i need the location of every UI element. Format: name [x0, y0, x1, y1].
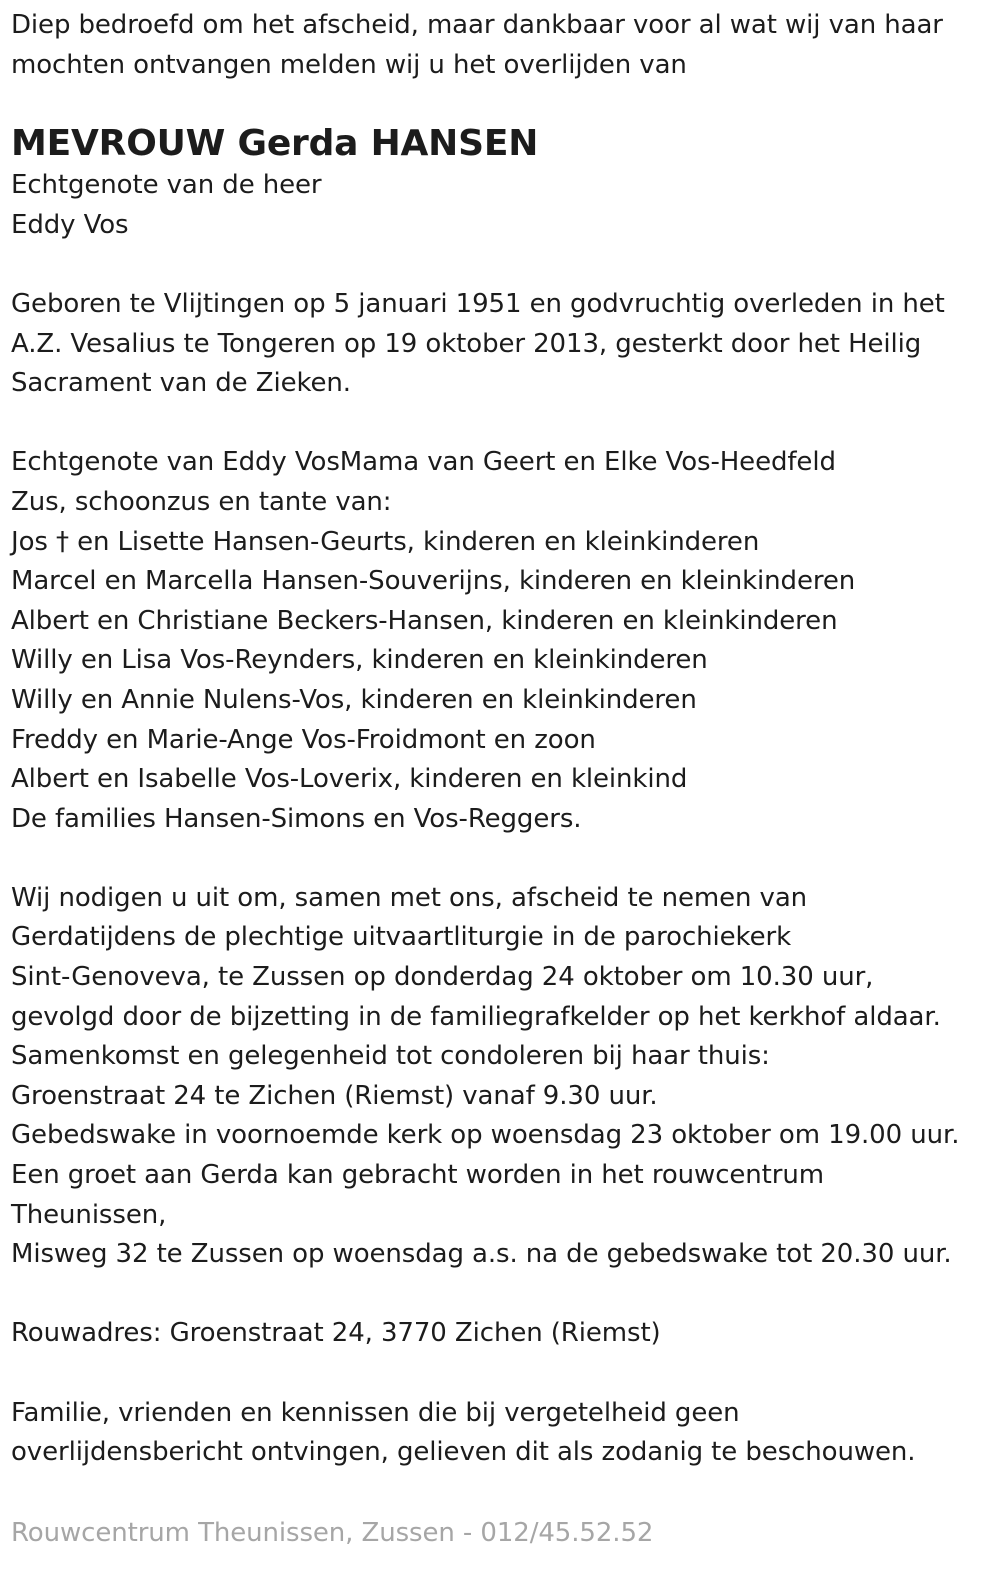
family-line: Marcel en Marcella Hansen-Souverijns, kinderen en kleinkinderen: [11, 566, 856, 597]
paragraph-spacer: [11, 839, 991, 879]
obituary-notice: [11, 6, 991, 1473]
family-line: Albert en Isabelle Vos-Loverix, kinderen en kleinkind: [11, 764, 688, 795]
birth-death-paragraph: [11, 285, 991, 404]
ceremony-line: Een groet aan Gerda kan gebracht worden in het rouwcentrum: [11, 1160, 824, 1191]
ceremony-line: gevolgd door de bijzetting in de familiegrafkelder op het kerkhof aldaar.: [11, 1001, 941, 1032]
spouse-paragraph: [11, 166, 991, 245]
ceremony-line: Wij nodigen u uit om, samen met ons, afscheid te nemen van: [11, 882, 808, 913]
paragraph-spacer: [11, 1275, 991, 1315]
paragraph-spacer: [11, 1354, 991, 1394]
family-line: Echtgenote van Eddy VosMama van Geert en Elke Vos-Heedfeld: [11, 447, 836, 478]
ceremony-line: Gerdatijdens de plechtige uitvaartliturgie in de parochiekerk: [11, 922, 792, 953]
ceremony-line: Groenstraat 24 te Zichen (Riemst) vanaf 9.30 uur.: [11, 1080, 658, 1111]
birth-death-line: Geboren te Vlijtingen op 5 januari 1951 en godvruchtig overleden in het: [11, 288, 945, 319]
closing-line: Familie, vrienden en kennissen die bij vergetelheid geen: [11, 1397, 740, 1428]
birth-death-line: A.Z. Vesalius te Tongeren op 19 oktober 2013, gesterkt door het Heilig: [11, 328, 922, 359]
family-line: Albert en Christiane Beckers-Hansen, kinderen en kleinkinderen: [11, 605, 838, 636]
deceased-name: MEVROUW Gerda HANSEN: [11, 123, 539, 165]
funeral-home-footer: Rouwcentrum Theunissen, Zussen - 012/45.52.52: [11, 1518, 654, 1548]
family-line-jos: [11, 523, 991, 563]
family-line: Zus, schoonzus en tante van:: [11, 486, 392, 517]
ceremony-line: Theunissen,: [11, 1199, 167, 1230]
ceremony-line: Misweg 32 te Zussen op woensdag a.s. na de gebedswake tot 20.30 uur.: [11, 1239, 952, 1270]
intro-paragraph: [11, 6, 991, 85]
mourning-address: [11, 1314, 991, 1354]
cross-icon: †: [56, 526, 69, 557]
family-jos-rest: en Lisette Hansen-Geurts, kinderen en kleinkinderen: [68, 526, 760, 557]
mourning-address-line: Rouwadres: Groenstraat 24, 3770 Zichen (Riemst): [11, 1318, 661, 1349]
family-line: Willy en Annie Nulens-Vos, kinderen en kleinkinderen: [11, 684, 697, 715]
family-paragraph: [11, 443, 991, 839]
ceremony-line: Sint-Genoveva, te Zussen op donderdag 24 oktober om 10.30 uur,: [11, 962, 874, 993]
closing-paragraph: [11, 1394, 991, 1473]
birth-death-line: Sacrament van de Zieken.: [11, 368, 351, 399]
family-line: Freddy en Marie-Ange Vos-Froidmont en zoon: [11, 724, 596, 755]
spouse-line: Echtgenote van de heer: [11, 170, 322, 201]
ceremony-line: Gebedswake in voornoemde kerk op woensdag 23 oktober om 19.00 uur.: [11, 1120, 960, 1151]
family-line: Willy en Lisa Vos-Reynders, kinderen en kleinkinderen: [11, 645, 708, 676]
paragraph-spacer: [11, 245, 991, 285]
closing-line: overlijdensbericht ontvingen, gelieven dit als zodanig te beschouwen.: [11, 1437, 916, 1468]
ceremony-line: Samenkomst en gelegenheid tot condoleren bij haar thuis:: [11, 1041, 770, 1072]
paragraph-spacer: [11, 404, 991, 444]
intro-line: Diep bedroefd om het afscheid, maar dankbaar voor al wat wij van haar: [11, 10, 943, 40]
family-line: De families Hansen-Simons en Vos-Reggers.: [11, 803, 582, 834]
ceremony-paragraph: [11, 879, 991, 1275]
family-jos-name: Jos: [11, 526, 48, 557]
intro-line: mochten ontvangen melden wij u het overlijden van: [11, 49, 687, 80]
spouse-name: Eddy Vos: [11, 209, 129, 240]
